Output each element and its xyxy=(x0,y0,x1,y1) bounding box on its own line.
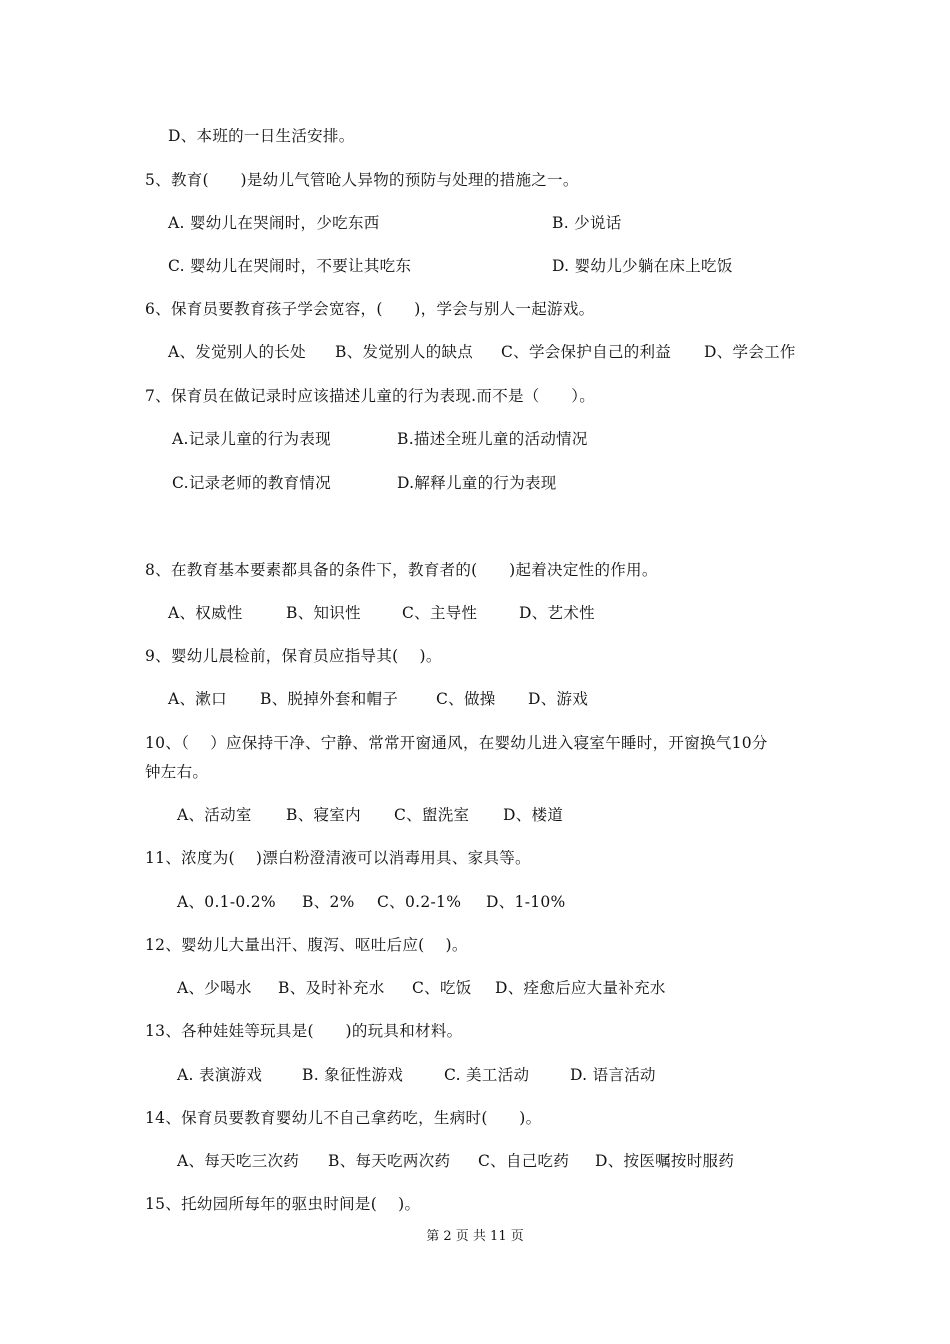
q8-option-b: B、知识性 xyxy=(286,604,361,622)
q7-option-b: B.描述全班儿童的活动情况 xyxy=(397,430,588,448)
page-footer: 第 2 页 共 11 页 xyxy=(426,1229,524,1244)
question-5: 5、教育( )是幼儿气管呛人异物的预防与处理的措施之一。 xyxy=(145,171,579,189)
q6-option-a: A、发觉别人的长处 xyxy=(168,343,306,361)
q4-option-d: D、本班的一日生活安排。 xyxy=(168,127,355,145)
q11-option-b: B、2% xyxy=(302,893,355,911)
q13-option-d: D. 语言活动 xyxy=(570,1066,656,1084)
q10-option-a: A、活动室 xyxy=(177,806,252,824)
q14-option-d: D、按医嘱按时服药 xyxy=(595,1152,735,1170)
q14-option-b: B、每天吃两次药 xyxy=(328,1152,451,1170)
q10-option-c: C、盥洗室 xyxy=(394,806,470,824)
q14-option-a: A、每天吃三次药 xyxy=(177,1152,300,1170)
q11-option-d: D、1-10% xyxy=(486,893,566,911)
q13-option-c: C. 美工活动 xyxy=(444,1066,530,1084)
q5-option-b: B. 少说话 xyxy=(552,214,622,232)
question-15: 15、托幼园所每年的驱虫时间是( )。 xyxy=(145,1195,421,1213)
q5-option-d: D. 婴幼儿少躺在床上吃饭 xyxy=(552,257,733,275)
q9-option-d: D、游戏 xyxy=(528,690,589,708)
q14-option-c: C、自己吃药 xyxy=(478,1152,570,1170)
question-6: 6、保育员要教育孩子学会宽容，( )，学会与别人一起游戏。 xyxy=(145,300,595,318)
q8-option-d: D、艺术性 xyxy=(519,604,595,622)
q13-option-b: B. 象征性游戏 xyxy=(302,1066,404,1084)
q6-option-c: C、学会保护自己的利益 xyxy=(501,343,672,361)
q5-option-a: A. 婴幼儿在哭闹时，少吃东西 xyxy=(168,214,380,232)
q10-option-d: D、楼道 xyxy=(503,806,564,824)
q12-option-c: C、吃饭 xyxy=(412,979,472,997)
question-12: 12、婴幼儿大量出汗、腹泻、呕吐后应( )。 xyxy=(145,936,468,954)
q8-option-a: A、权威性 xyxy=(168,604,243,622)
question-11: 11、浓度为( )漂白粉澄清液可以消毒用具、家具等。 xyxy=(145,849,531,867)
question-9: 9、婴幼儿晨检前，保育员应指导其( )。 xyxy=(145,647,442,665)
q12-option-b: B、及时补充水 xyxy=(278,979,385,997)
question-13: 13、各种娃娃等玩具是( )的玩具和材料。 xyxy=(145,1022,463,1040)
question-8: 8、在教育基本要素都具备的条件下，教育者的( )起着决定性的作用。 xyxy=(145,561,658,579)
q10-option-b: B、寝室内 xyxy=(286,806,361,824)
q7-option-a: A.记录儿童的行为表现 xyxy=(172,430,331,448)
q6-option-b: B、发觉别人的缺点 xyxy=(335,343,474,361)
q9-option-b: B、脱掉外套和帽子 xyxy=(260,690,399,708)
q5-option-c: C. 婴幼儿在哭闹时，不要让其吃东 xyxy=(168,257,412,275)
question-10-line-1: 10、（ ）应保持干净、宁静、常常开窗通风，在婴幼儿进入寝室午睡时，开窗换气10分 xyxy=(145,734,768,752)
q11-option-c: C、0.2-1% xyxy=(377,893,462,911)
q12-option-a: A、少喝水 xyxy=(177,979,252,997)
q9-option-a: A、漱口 xyxy=(168,690,227,708)
q13-option-a: A. 表演游戏 xyxy=(177,1066,263,1084)
q6-option-d: D、学会工作 xyxy=(704,343,796,361)
question-7: 7、保育员在做记录时应该描述儿童的行为表现.而不是（ ）。 xyxy=(145,387,596,405)
q9-option-c: C、做操 xyxy=(436,690,496,708)
q7-option-d: D.解释儿童的行为表现 xyxy=(397,474,557,492)
question-14: 14、保育员要教育婴幼儿不自己拿药吃，生病时( )。 xyxy=(145,1109,542,1127)
q7-option-c: C.记录老师的教育情况 xyxy=(172,474,332,492)
question-10-line-2: 钟左右。 xyxy=(145,763,209,781)
q8-option-c: C、主导性 xyxy=(402,604,478,622)
q11-option-a: A、0.1-0.2% xyxy=(177,893,276,911)
q12-option-d: D、痊愈后应大量补充水 xyxy=(495,979,666,997)
